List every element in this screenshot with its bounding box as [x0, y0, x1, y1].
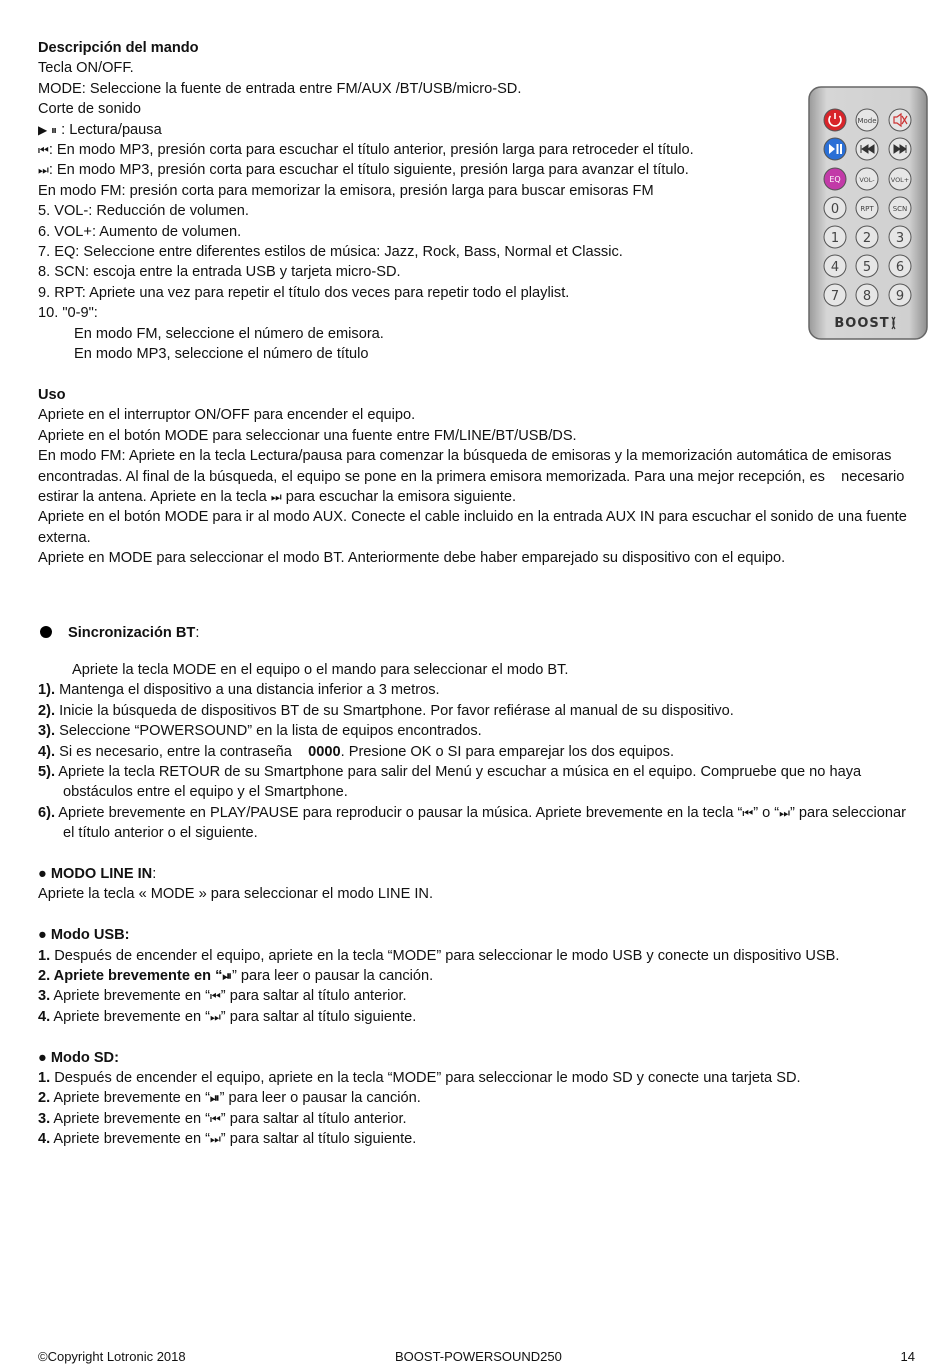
digit-1-label: 1 — [830, 231, 840, 246]
usb-step-number: 1. — [38, 947, 51, 964]
bt-sync-heading — [38, 623, 918, 643]
uso-title: Uso — [38, 386, 66, 403]
bt-passcode: 0000 — [308, 743, 341, 760]
sd-step-number: 2. — [38, 1090, 51, 1107]
remote-line: Tecla ON/OFF. — [38, 60, 134, 77]
uso-fm-text: En modo FM: Apriete en la tecla Lectura/pausa para comenzar la búsqueda de emisoras y la memorización automática de emisoras encontradas. Al final de la búsqueda, el equipo se pone en la primera emisora memorizada. Para una mejor recepción, es necesario estirar la antena. Apriete en la tecla — [38, 448, 909, 505]
usb-step-number: 4. — [38, 1008, 51, 1025]
sd-step — [38, 1129, 918, 1149]
remote-line-indented: En modo MP3, seleccione el número de título — [74, 346, 369, 363]
bt-step-number: 5). — [38, 763, 56, 780]
digit-buttons — [824, 226, 911, 306]
bt-step — [38, 721, 918, 741]
remote-line-text: : Lectura/pausa — [57, 121, 162, 138]
line-in-title-suffix: : — [152, 866, 157, 882]
eq-label: EQ — [829, 175, 841, 184]
digit-5-label: 5 — [862, 260, 872, 275]
power-button — [824, 109, 846, 131]
sd-step — [38, 1109, 918, 1129]
remote-line-text: : En modo MP3, presión corta para escuchar el título siguiente, presión larga para avanzar el título. — [48, 162, 689, 179]
bt-sync-title: Sincronización BT — [68, 624, 196, 641]
usb-step — [38, 966, 918, 986]
digit-7-label: 7 — [830, 289, 840, 304]
usb-step-text: ” para saltar al título anterior. — [220, 988, 407, 1005]
sd-step-text: ” para saltar al título siguiente. — [220, 1131, 417, 1148]
digit-6-label: 6 — [895, 260, 905, 275]
footer-page-number: 14 — [900, 1349, 915, 1364]
next-track-icon: ⏭ — [209, 1132, 221, 1147]
sd-step-text: Después de encender el equipo, apriete en la tecla “MODE” para seleccionar le modo SD y conecte una tarjeta SD. — [50, 1070, 801, 1087]
bt-step — [38, 701, 918, 721]
bt-step-text: Mantenga el dispositivo a una distancia inferior a 3 metros. — [55, 682, 440, 699]
previous-track-icon: ⏮ — [742, 805, 754, 820]
bullet-icon — [40, 626, 52, 638]
previous-track-icon: ⏮ — [38, 143, 49, 158]
remote-line-text: : En modo MP3, presión corta para escuchar el título anterior, presión larga para retroceder el título. — [48, 142, 694, 159]
uso-fm-paragraph — [38, 446, 918, 507]
next-track-icon: ⏭ — [270, 489, 282, 504]
bt-step — [38, 803, 918, 844]
uso-fm-text-end: para escuchar la emisora siguiente. — [281, 488, 517, 505]
remote-line: 8. SCN: escoja entre la entrada USB y tarjeta micro-SD. — [38, 264, 401, 281]
next-track-icon: ⏭ — [38, 163, 49, 178]
play-pause-icon: ▶ ⏸ — [38, 122, 58, 137]
usb-step-text: Apriete brevemente en “ — [50, 988, 210, 1005]
sd-step — [38, 1088, 918, 1108]
uso-line: Apriete en el interruptor ON/OFF para encender el equipo. — [38, 407, 416, 424]
remote-line-next — [38, 160, 918, 180]
play-pause-icon: ⏯ — [209, 1091, 220, 1106]
previous-track-icon: ⏮ — [209, 1111, 221, 1126]
sd-step-number: 3. — [38, 1110, 51, 1127]
usb-step — [38, 986, 918, 1006]
bt-step — [38, 762, 918, 803]
sd-step-text: Apriete brevemente en “ — [50, 1110, 210, 1127]
usb-step-text: ” para leer o pausar la canción. — [232, 968, 434, 985]
remote-line: 5. VOL-: Reducción de volumen. — [38, 203, 249, 220]
remote-line-play — [38, 120, 918, 140]
remote-line: 7. EQ: Seleccione entre diferentes estilos de música: Jazz, Rock, Bass, Normal et Classic. — [38, 244, 623, 261]
bt-step-text: ” para seleccionar el título anterior o el siguiente. — [63, 804, 906, 842]
remote-line: En modo FM: presión corta para memorizar la emisora, presión larga para buscar emisoras FM — [38, 182, 654, 199]
footer-model: BOOST-POWERSOUND250 — [395, 1349, 562, 1364]
remote-line: 10. "0-9": — [38, 305, 98, 322]
digit-4-label: 4 — [830, 260, 840, 275]
play-pause-icon: ⏯ — [222, 969, 232, 984]
usb-step-number: 2. Apriete brevemente en “ — [38, 968, 223, 985]
brand-logo: BOOST — [834, 316, 890, 331]
bt-step-text: ” o “ — [753, 804, 780, 821]
bt-step-number: 4). — [38, 743, 56, 760]
next-track-icon: ⏭ — [209, 1009, 221, 1024]
remote-line-indented: En modo FM, seleccione el número de emisora. — [74, 325, 384, 342]
vol-plus-label: VOL+ — [890, 176, 910, 184]
uso-bt-line: Apriete en MODE para seleccionar el modo BT. Anteriormente debe haber emparejado su dispositivo con el equipo. — [38, 550, 786, 567]
remote-line: 9. RPT: Apriete una vez para repetir el título dos veces para repetir todo el playlist. — [38, 284, 570, 301]
remote-line: 6. VOL+: Aumento de volumen. — [38, 223, 242, 240]
bt-step-text: Apriete brevemente en PLAY/PAUSE para reproducir o pausar la música. Apriete brevemente en la tecla “ — [55, 804, 743, 821]
next-track-icon: ⏭ — [779, 805, 790, 820]
uso-line: Apriete en el botón MODE para seleccionar una fuente entre FM/LINE/BT/USB/DS. — [38, 427, 577, 444]
digit-3-label: 3 — [895, 231, 905, 246]
bt-step — [38, 680, 918, 700]
digit-2-label: 2 — [862, 231, 872, 246]
bt-step-number: 2). — [38, 702, 56, 719]
digit-0-label: 0 — [830, 202, 840, 217]
sd-step-text: ” para leer o pausar la canción. — [219, 1090, 421, 1107]
remote-section-title: Descripción del mando — [38, 40, 199, 56]
line-in-heading — [38, 864, 918, 884]
remote-line-prev — [38, 140, 918, 160]
scn-label: SCN — [892, 205, 908, 213]
bt-step-text: . Presione OK o SI para emparejar los dos equipos. — [340, 743, 675, 760]
document-page — [38, 38, 918, 1150]
usb-step-text: Apriete brevemente en “ — [50, 1008, 210, 1025]
digit-9-label: 9 — [895, 289, 905, 304]
line-in-title: ● MODO LINE IN — [38, 866, 153, 882]
bt-step — [38, 742, 918, 762]
mute-button — [889, 109, 911, 131]
sd-step-number: 4. — [38, 1131, 51, 1148]
bt-step-text: Seleccione “POWERSOUND” en la lista de equipos encontrados. — [55, 723, 482, 740]
usb-step-text: Después de encender el equipo, apriete en la tecla “MODE” para seleccionar le modo USB y conecte un dispositivo USB. — [50, 947, 840, 964]
usb-step-text: ” para saltar al título siguiente. — [220, 1008, 417, 1025]
bt-step-text: Si es necesario, entre la contraseña — [55, 743, 309, 760]
footer-copyright: ©Copyright Lotronic 2018 — [38, 1349, 186, 1364]
rpt-label: RPT — [860, 205, 874, 213]
usb-title: ● Modo USB: — [38, 927, 130, 944]
sd-step-text: ” para saltar al título anterior. — [220, 1110, 407, 1127]
sd-step — [38, 1068, 918, 1088]
sd-step-text: Apriete brevemente en “ — [50, 1131, 210, 1148]
digit-8-label: 8 — [862, 289, 872, 304]
sd-step-number: 1. — [38, 1070, 51, 1087]
usb-step-number: 3. — [38, 988, 51, 1005]
bt-step-number: 3). — [38, 723, 56, 740]
remote-line: MODE: Seleccione la fuente de entrada entre FM/AUX /BT/USB/micro-SD. — [38, 80, 522, 97]
sd-step-text: Apriete brevemente en “ — [50, 1090, 210, 1107]
bt-step-text: Apriete la tecla RETOUR de su Smartphone para salir del Menú y escuchar a música en el equipo. Compruebe que no haya obstáculos entre el equipo y el Smartphone. — [55, 763, 862, 801]
mode-label: Mode — [857, 117, 877, 125]
remote-control-image — [808, 86, 928, 340]
bt-sync-intro: Apriete la tecla MODE en el equipo o el mando para seleccionar el modo BT. — [72, 661, 569, 678]
line-in-text: Apriete la tecla « MODE » para seleccionar el modo LINE IN. — [38, 886, 434, 903]
bt-sync-title-suffix: : — [195, 624, 200, 641]
usb-step — [38, 1007, 918, 1027]
uso-aux-paragraph: Apriete en el botón MODE para ir al modo AUX. Conecte el cable incluido en la entrada AUX IN para escuchar el sonido de una fuente externa. — [38, 509, 907, 546]
vol-minus-label: VOL- — [859, 176, 875, 184]
bt-step-number: 1). — [38, 682, 56, 699]
bt-step-number: 6). — [38, 804, 56, 821]
previous-track-icon: ⏮ — [209, 989, 221, 1004]
remote-line: Corte de sonido — [38, 101, 142, 118]
sd-title: ● Modo SD: — [38, 1049, 119, 1066]
bt-step-text: Inicie la búsqueda de dispositivos BT de su Smartphone. Por favor refiérase al manual de su dispositivo. — [55, 702, 734, 719]
usb-step — [38, 946, 918, 966]
